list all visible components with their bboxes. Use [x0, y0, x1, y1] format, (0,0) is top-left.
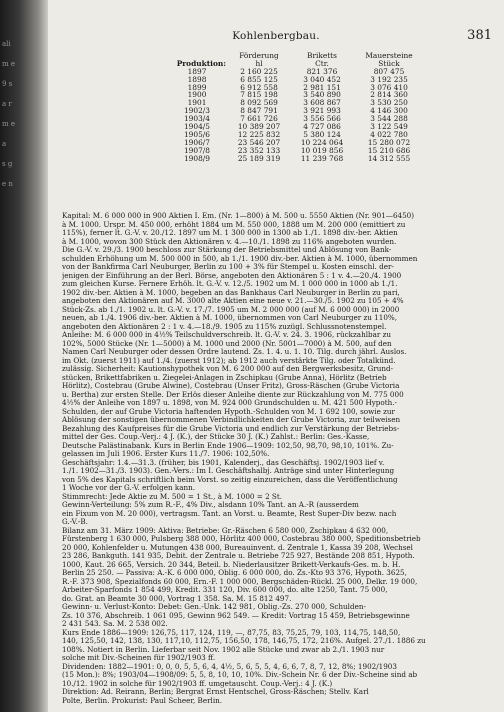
table-cell: 1905/6: [183, 129, 210, 139]
text-line: Die G.-V. v. 29./3. 1900 beschloss zur Stärkung der Betriebsmittel und Ablösung von Bank-: [62, 246, 392, 254]
text-line: stücken, Brikettfabriken u. Ziegelei-Anlagen in Zschipkau (Grube Anna), Hörlitz (Betrieb: [62, 373, 387, 382]
gutter-fragment: m e: [2, 60, 16, 68]
text-line: Hörlitz), Costebrau (Grube Alwine), Costebrau (Unser Fritz), Gross-Räschen (Grube Victoria: [62, 382, 400, 390]
production-table-body: [166, 68, 424, 163]
table-cell: 1899: [187, 82, 207, 92]
table-cell: 3 556 566: [303, 114, 341, 124]
gutter-fragment: ali: [2, 40, 11, 48]
table-cell: 3 192 235: [370, 74, 408, 84]
text-line: Berlin 25 250. — Passiva: A.-K. 6 000 000, Oblig. 6 000 000, do. Zs.-Kto 93 376, Hypoth. 3625,: [62, 569, 407, 577]
text-line: solche mit Div.-Scheinen für 1902/1903 ff.: [62, 654, 216, 662]
text-line: 23 286, Bankguth. 141 935, Debit. der Zentrale u. Betriebe 725 927, Bestände 208 851, Hypoth.: [62, 552, 415, 560]
table-cell: 1902/3: [183, 106, 210, 116]
text-line: 108%. Notiert in Berlin. Lieferbar seit Nov. 1902 alle Stücke und zwar ab 2./1. 1903 nur: [62, 645, 385, 654]
table-cell: 8 092 569: [240, 98, 278, 108]
text-line: Fürstenberg 1 630 000, Pulsberg 388 000, Hörlitz 400 000, Costebrau 380 000, Speditionsbetrieb: [62, 535, 421, 543]
text-line: angeboten den Aktionären 2 : 1 v. 4.—18./9. 1905 zu 115% zuzügl. Schlussnotenstempel.: [62, 322, 387, 331]
text-line: 115%), ferner lt. G.-V. v. 20./12. 1897 um M. 1 300 000 in 1300 ab 1./1. 1898 div.-ber. Aktien: [62, 229, 398, 237]
text-line: Namen Carl Neuburger oder dessen Ordre lautend. Zs. 1. 4. u. 1. 10. Tilg. durch jährl. Auslos.: [62, 348, 407, 356]
table-cell: 7 661 726: [240, 114, 278, 124]
gutter-fragment: m e: [2, 120, 16, 128]
gutter-fragment: a r: [2, 100, 12, 108]
text-line: à M. 1000, wovon 300 Stück den Aktionären v. 4.—10./1. 1898 zu 116% angeboten wurden.: [62, 237, 397, 246]
table-cell: 2 814 360: [370, 90, 408, 100]
gutter-fragment: s g: [2, 160, 13, 168]
text-line: Bezahlung des Kaufpreises für die Grube Victoria und endlich zur Verstärkung der Betriebs-: [62, 424, 400, 433]
text-line: von 5% des Kapitals schriftlich beim Vorst. so zeitig einzureichen, dass die Veröffentlichung: [62, 475, 398, 484]
table-cell: 8 847 791: [240, 106, 278, 116]
table-cell: 1907/8: [183, 145, 210, 155]
text-line: Arbeiter-Sparfonds 1 854 499, Kredit. 331 120, Div. 600 000, do. alte 1250, Tant. 75 000,: [62, 586, 388, 594]
gutter-fragment: 9 s: [2, 80, 13, 88]
text-line: 10./12. 1902 in solche für 1902/1903 ff. umgetauscht. Coup.-Verj.: 4 J. (K.): [62, 679, 333, 688]
production-label: Produktion:: [176, 58, 226, 68]
table-cell: 2 981 151: [303, 82, 341, 92]
text-line: 1 Woche vor der G.-V. erfolgen kann.: [62, 484, 196, 492]
running-title: Kohlenbergbau.: [232, 30, 320, 42]
table-cell: 4 022 780: [370, 129, 408, 139]
text-line: mittel der Ges. Coup.-Verj.: 4 J. (K.), der Stücke 30 J. (K.) Zahlst.: Berlin: Ges.-Kasse,: [62, 433, 370, 441]
production-table: [166, 52, 424, 162]
table-cell: 15 210 686: [367, 145, 411, 155]
text-line: Gewinn- u. Verlust-Konto: Debet: Gen.-Unk. 142 981, Oblig.-Zs. 270 000, Schulden-: [62, 603, 366, 611]
table-cell: 807 475: [373, 66, 405, 76]
table-cell: 6 912 558: [240, 82, 278, 92]
text-line: zulässig. Sicherheit: Kautionshypothek von M. 6 200 000 auf den Bergwerksbesitz, Grund-: [62, 365, 394, 373]
page-header: [48, 30, 504, 44]
table-cell: 23 546 207: [237, 137, 281, 147]
table-cell: 3 530 250: [370, 98, 408, 108]
table-cell: 7 815 198: [240, 90, 278, 100]
text-line: Kurs Ende 1886—1909: 126,75, 117, 124, 119, —, 87,75, 83, 75,25, 79, 103, 114,75, 148,50,: [62, 628, 401, 637]
text-line: do. Grat. an Beamte 30 000, Vortrag 1 358. Sa. M. 15 812 497.: [62, 594, 292, 603]
table-cell: 1906/7: [183, 137, 210, 147]
text-line: 1./1. 1902—31./3. 1903). Gen.-Vers.: Im I. Geschäftshalbj. Anträge sind unter Hinterlegung: [62, 467, 395, 475]
text-line: jenigen der Einführung an der Berl. Börse, angeboten den Aktionären 5 : 1 v. 4.—20./4. 1900: [62, 271, 402, 280]
table-cell: 2 160 225: [240, 66, 278, 76]
table-cell: 3 076 410: [370, 82, 408, 92]
table-row: [166, 155, 424, 163]
text-line: 102%, 5000 Stücke (Nr. 1—5000) à M. 1000 und 2000 (Nr. 5001—7000) à M. 500, auf den: [62, 339, 392, 348]
text-line: schulden Erhöhung um M. 500 000 in 500, ab 1./1. 1900 div.-ber. Aktien à M. 1000, übernommen: [62, 254, 418, 263]
table-cell: 5 380 124: [303, 129, 341, 139]
table-cell: 1900: [187, 90, 207, 100]
column-header: Förderung: [239, 51, 279, 60]
table-cell: 23 352 133: [237, 145, 281, 155]
table-cell: 14 312 555: [367, 153, 411, 163]
text-line: 2 431 543. Sa. M. 2 538 002.: [62, 620, 168, 628]
table-cell: 1903/4: [183, 114, 210, 124]
table-cell: 15 280 072: [367, 137, 411, 147]
text-line: Stimmrecht: Jede Aktie zu M. 500 = 1 St., à M. 1000 = 2 St.: [62, 492, 283, 501]
text-line: von der Bankfirma Carl Neuburger, Berlin zu 100 + 3% für Stempel u. Kosten einschl. der-: [62, 263, 394, 271]
text-line: à M. 1000. Urspr. M. 450 000, erhöht 1884 um M. 550 000, 1888 um M. 200 000 (emittiert zu: [62, 220, 406, 229]
text-line: Deutsche Palästinabank. Kurs in Berlin Ende 1906—1909: 102,50, 98,70, 98,10, 101%. Zu-: [62, 441, 394, 450]
text-line: Polte, Berlin. Prokurist: Paul Scheer, Berlin.: [62, 696, 223, 705]
text-line: Gewinn-Verteilung: 5% zum R.-F., 4% Div., alsdann 10% Tant. an A.-R (ausserdem: [62, 501, 359, 509]
table-cell: 1897: [187, 66, 207, 76]
text-line: Kapital: M. 6 000 000 in 900 Aktien I. Em. (Nr. 1—800) à M. 500 u. 5550 Aktien (Nr. 901—6450): [62, 212, 415, 220]
text-line: gelassen im Juli 1906. Erster Kurs 11./7. 1906: 102,50%.: [62, 450, 270, 458]
unit-label: hl: [255, 58, 263, 68]
text-line: G.-V.-B.: [62, 518, 88, 526]
table-cell: 4 146 300: [370, 106, 408, 116]
table-cell: 3 921 993: [303, 106, 341, 116]
gutter-fragment: e n: [2, 180, 13, 188]
table-cell: 1898: [187, 74, 207, 84]
text-line: angeboten den Aktionären auf M. 3000 alte Aktien eine neue v. 21.—30./5. 1902 zu 105 + 4%: [62, 297, 404, 305]
text-line: 140, 125,50, 142, 138, 130, 117,10, 112,75, 156,50, 178, 146,75, 172, 216%. Aufgel. 27./1. 1886 zu: [62, 637, 426, 645]
text-line: Bilanz am 31. März 1909: Aktiva: Betriebe: Gr.-Räschen 6 580 000, Zschipkau 4 632 000,: [62, 526, 389, 535]
table-cell: 10 389 207: [237, 122, 281, 132]
table-cell: 3 040 452: [303, 74, 341, 84]
company-entry-text: [62, 212, 494, 705]
text-line: Dividenden: 1882—1901: 0, 0, 0, 5, 5, 6, 4, 4½, 5, 6, 5, 5, 4, 6, 6, 7, 8, 7, 12, 8%; 1902/1903: [62, 662, 397, 671]
table-cell: 1904/5: [183, 122, 210, 132]
table-cell: 1901: [187, 98, 207, 108]
gutter-fragment: a: [2, 140, 7, 148]
text-line: Direktion: Ad. Reirann, Berlin; Bergrat Ernst Hentschel, Gross-Räschen; Stellv. Karl: [62, 688, 369, 696]
text-line: Geschäftsjahr: 1.4.—31.3. (früher, bis 1901, Kalenderj., das Geschäftsj. 1902/1903 lief v.: [62, 458, 385, 467]
unit-label: Stück: [378, 58, 400, 68]
text-line: Anleihe: M. 6 000 000 in 4½% Teilschuldverschreib. lt. G.-V. v. 24. 3. 1906, rückzahlbar zu: [62, 331, 392, 339]
text-line: 20 000, Kohlenfelder u. Mutungen 438 000, Bureauinvent. d. Zentrale 1, Kassa 39 208, Wechsel: [62, 543, 413, 552]
text-line: zum gleichen Kurse. Fernere Erhöh. lt. G.-V. v. 12./5. 1902 um M. 1 000 000 in 1000 ab 1./1.: [62, 280, 398, 288]
table-cell: 4 727 086: [303, 122, 341, 132]
table-cell: 11 239 768: [300, 153, 344, 163]
table-cell: 3 540 890: [303, 90, 341, 100]
table-cell: 1908/9: [183, 153, 210, 163]
page-number: 381: [467, 28, 492, 43]
book-page: [48, 0, 504, 712]
table-cell: 10 019 856: [300, 145, 344, 155]
table-cell: 3 122 549: [370, 122, 408, 132]
table-cell: 3 608 867: [303, 98, 341, 108]
table-cell: 3 544 288: [370, 114, 408, 124]
facing-page-gutter: [0, 0, 48, 712]
table-cell: 25 189 319: [237, 153, 281, 163]
text-line: 1000, Kaut. 26 665, Versich. 20 344, Beteil. b. Niederlausitzer Brikett-Verkaufs-Ges. m. b. H.: [62, 560, 401, 569]
column-header: Mauersteine: [365, 51, 413, 60]
text-line: Zs. 10 376, Abschreib. 1 061 095, Gewinn 962 549. — Kredit: Vortrag 15 459, Betriebsgewinne: [62, 611, 410, 620]
column-header: Briketts: [307, 51, 337, 60]
text-line: im Okt. (zuerst 1911) auf 1./4. (zuerst 1912); ab 1912 auch verstärkte Tilg. oder Totalkünd.: [62, 356, 396, 365]
text-line: Ablösung der sonstigen übernommenen Verbindlichkeiten der Grube Victoria, zur teilweisen: [62, 416, 401, 424]
text-line: neuen, ab 1./4. 1906 div.-ber. Aktien à M. 1000, übernommen von Carl Neuburger zu 110%,: [62, 314, 398, 322]
text-line: Schulden, der auf Grube Victoria haftenden Hypoth.-Schulden von M. 1 692 100, sowie zur: [62, 407, 395, 416]
text-line: Stück-Zs. ab 1./1. 1902 u. lt. G.-V. v. 17./7. 1905 um M. 2 000 000 (auf M. 6 000 000) in 2000: [62, 305, 400, 314]
text-line: (15 Mon.): 8%; 1903/04—1908/09: 5, 5, 8, 10, 10, 10%. Div.-Schein Nr. 6 der Div.-Scheine sind ab: [62, 671, 418, 679]
text-line: 1902 div.-ber. Aktien à M. 1000, begeben an das Bankhaus Carl Neuburger in Berlin zu pari,: [62, 288, 400, 297]
table-cell: 12 225 832: [237, 129, 281, 139]
text-line: R.-F. 373 908, Spezialfonds 60 000, Ern.-F. 1 000 000, Bergschäden-Rückl. 25 000, Delkr. 19 000,: [62, 577, 418, 586]
text-line: u. Bertha) zur ersten Stelle. Der Erlös dieser Anleihe diente zur Rückzahlung von M. 775 000: [62, 390, 404, 399]
text-line: ein Fixum von M. 20 000), vertragsm. Tant. an Vorst. u. Beamte, Rest Super-Div bezw. nach: [62, 509, 397, 518]
unit-label: Ctr.: [315, 58, 329, 68]
table-cell: 6 855 125: [240, 74, 278, 84]
table-cell: 821 376: [306, 66, 338, 76]
table-cell: 10 224 064: [300, 137, 344, 147]
text-line: 4½% der Anleihe von 1897 u. 1898, von M. 924 000 Grundschulden u. M. 421 500 Hypoth.-: [62, 399, 397, 407]
